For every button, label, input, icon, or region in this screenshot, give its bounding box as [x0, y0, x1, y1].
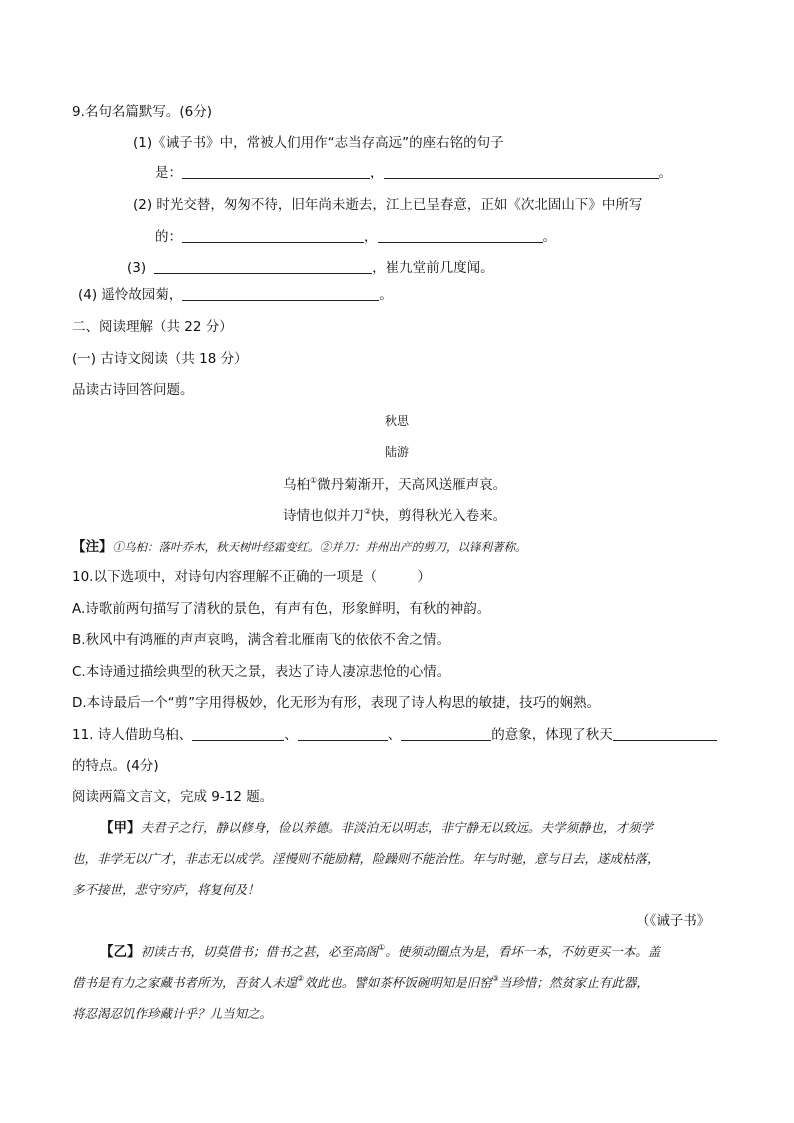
q9-part1-lead: 是： — [155, 165, 182, 181]
poem-line2-a: 诗情也似并刀 — [283, 508, 364, 524]
q9-part3-lead: (3) — [127, 260, 147, 276]
poem-title: 秋思 — [385, 414, 410, 428]
reading-instruction: 阅读两篇文言文，完成 9-12 题。 — [72, 789, 274, 805]
q9-part2-comma: ， — [364, 229, 378, 245]
q11-blank-4[interactable] — [613, 726, 717, 741]
q9-part1-answer-line — [155, 163, 672, 183]
poem-line1-a: 乌桕 — [283, 477, 310, 493]
q9-part1-comma: ， — [370, 165, 384, 181]
yi-text-2c: 当珍惜；然贫家止有此器， — [498, 975, 649, 990]
q9-part3-line — [127, 258, 494, 278]
poem-author: 陆游 — [385, 445, 410, 459]
q9-part1-period: 。 — [658, 165, 672, 181]
q10-option-c[interactable]: C.本诗通过描绘典型的秋天之景，表达了诗人凄凉悲怆的心情。 — [72, 664, 451, 680]
q9-part3-blank[interactable] — [154, 259, 372, 274]
q9-part1-blank-b[interactable] — [384, 164, 659, 179]
q9-part2-answer-line — [155, 227, 556, 247]
section2-instruction: 品读古诗回答问题。 — [72, 382, 194, 398]
yi-label: 【乙】 — [100, 944, 141, 960]
yi-text-2b: 效此也。譬如茶杯饭碗明知是旧窑 — [304, 975, 492, 990]
q9-part1-text: (1)《诫子书》中，常被人们用作“志当存高远”的座右铭的句子 — [133, 135, 504, 151]
poem-note — [72, 537, 527, 557]
poem-note-ref-2: ② — [364, 507, 372, 516]
q9-part2-lead: 的： — [155, 229, 182, 245]
q9-part2-blank-a[interactable] — [182, 228, 364, 243]
section2-title: 二、阅读理解（共 22 分） — [72, 319, 233, 335]
poem-line1-b: 微丹菊渐开，天高风送雁声哀。 — [317, 477, 507, 493]
jia-source: （《诫子书》 — [636, 913, 711, 929]
yi-text-2a: 借书是有力之家藏书者所为，吾贫人未遑 — [72, 975, 298, 990]
poem-line-2 — [283, 506, 506, 526]
q9-part2-blank-b[interactable] — [378, 228, 543, 243]
q11-lead: 11. 诗人借助乌桕、 — [72, 727, 193, 743]
yi-line-3: 将忍渴忍饥作珍藏计乎？儿当知之。 — [72, 1006, 273, 1021]
poem-line-1 — [283, 475, 506, 495]
q9-title: 9.名句名篇默写。(6分) — [72, 104, 213, 120]
yi-text-1a: 初读古书，切莫借书；借书之甚，必至高阁 — [140, 944, 379, 959]
jia-label: 【甲】 — [100, 820, 141, 836]
q11-blank-2[interactable] — [298, 726, 388, 741]
q10-option-a[interactable]: A.诗歌前两句描写了清秋的景色，有声有色，形象鲜明，有秋的神韵。 — [72, 601, 491, 617]
q11-mid: 的意象，体现了秋天 — [491, 727, 613, 743]
q9-part4-lead: (4) 遥怜故园菊， — [78, 287, 183, 303]
q9-part4-blank[interactable] — [182, 286, 379, 301]
q11-line — [72, 725, 717, 745]
jia-line-1 — [100, 818, 653, 838]
q11-tail: 的特点。(4分) — [72, 758, 159, 774]
poem-line2-b: 快，剪得秋光入卷来。 — [371, 508, 507, 524]
yi-text-1b: 。使须动圈点为是，看坏一本，不妨更买一本。盖 — [385, 944, 661, 959]
poem-note-ref-1: ① — [310, 476, 318, 485]
yi-note-ref-2: ② — [297, 974, 305, 983]
jia-text-1: 夫君子之行，静以修身，俭以养德。非淡泊无以明志，非宁静无以致远。夫学须静也，才须学 — [140, 820, 654, 835]
poem-note-text: ①乌桕：落叶乔木，秋天树叶经霜变红。②并刀：并州出产的剪刀，以锋利著称。 — [112, 540, 527, 554]
yi-note-ref-1: ① — [378, 943, 386, 952]
q9-part3-tail: ，崔九堂前几度闻。 — [372, 260, 494, 276]
q11-blank-3[interactable] — [401, 726, 491, 741]
yi-line-1 — [100, 942, 660, 962]
q9-part4-period: 。 — [379, 287, 393, 303]
poem-note-label: 【注】 — [72, 539, 113, 555]
q11-sep-1: 、 — [284, 727, 298, 743]
q9-part1-blank-a[interactable] — [182, 164, 370, 179]
q10-option-d[interactable]: D.本诗最后一个“剪”字用得极妙，化无形为有形，表现了诗人构思的敏捷，技巧的娴熟。 — [72, 695, 601, 711]
q9-part2-period: 。 — [542, 229, 556, 245]
yi-note-ref-3: ③ — [491, 974, 499, 983]
q11-blank-1[interactable] — [192, 726, 284, 741]
section2-sub1: (一) 古诗文阅读（共 18 分） — [72, 351, 248, 367]
q11-sep-2: 、 — [387, 727, 402, 743]
yi-line-2 — [72, 973, 649, 993]
q10-stem: 10.以下选项中，对诗句内容理解不正确的一项是（ ） — [72, 569, 431, 585]
q10-option-b[interactable]: B.秋风中有鸿雁的声声哀鸣，满含着北雁南飞的依依不舍之情。 — [72, 632, 451, 648]
jia-line-2: 也，非学无以广才，非志无以成学。淫慢则不能励精，险躁则不能治性。年与时驰，意与日去，遂成枯落， — [72, 851, 660, 866]
q9-part4-line — [78, 285, 393, 305]
q9-part2-text: (2) 时光交替，匆匆不待，旧年尚未逝去，江上已呈春意，正如《次北固山下》中所写 — [133, 197, 643, 213]
jia-line-3: 多不接世，悲守穷庐，将复何及！ — [72, 882, 260, 897]
